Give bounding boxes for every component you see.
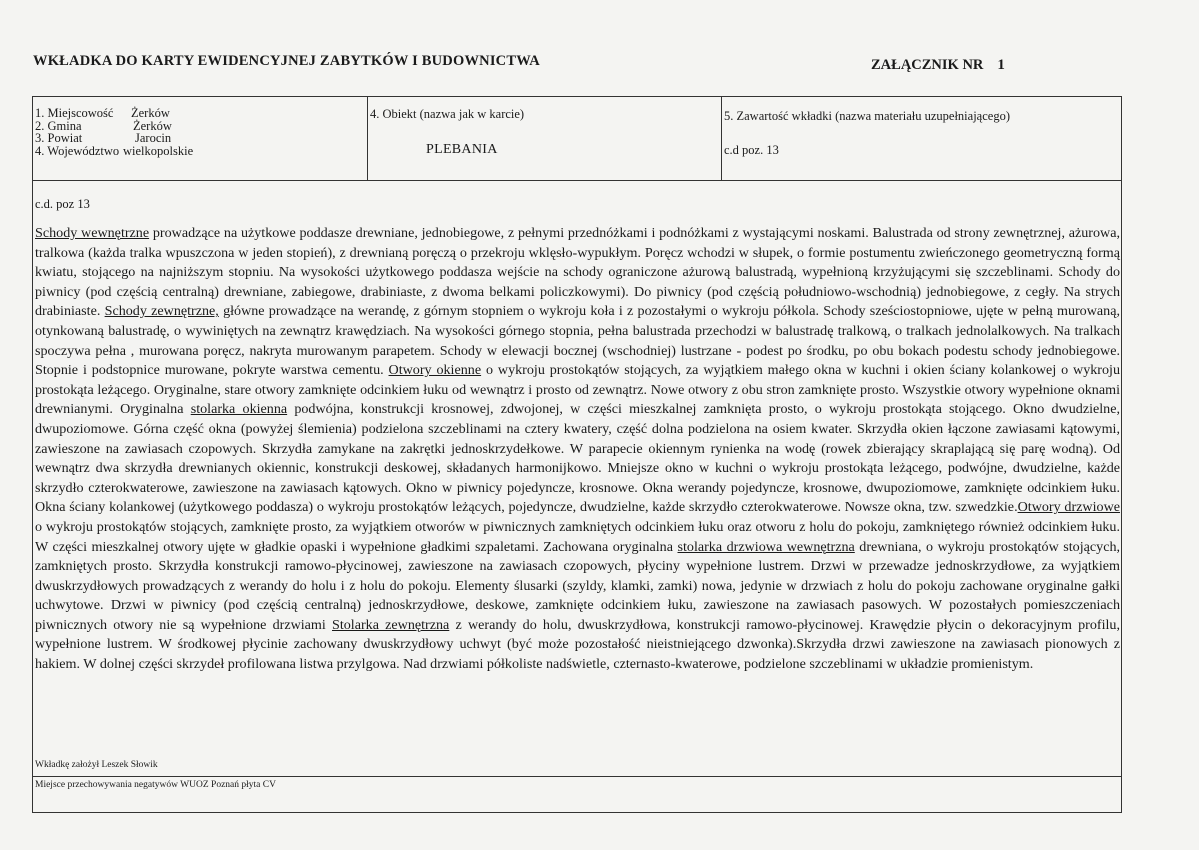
location-key: 3. Powiat: [35, 131, 83, 145]
heading-window-openings: Otwory okienne: [388, 362, 482, 379]
footer-storage-text: Miejsce przechowywania negatywów WUOZ Poznań płyta CV: [35, 780, 276, 790]
location-line-3: [35, 132, 367, 145]
heading-external-joinery: Stolarka zewnętrzna: [332, 616, 450, 633]
description-paragraph: [35, 224, 1120, 675]
location-value: Jarocin: [135, 131, 172, 145]
description-text: [33, 224, 1121, 675]
heading-window-joinery: stolarka okienna: [190, 401, 288, 418]
text-segment: drewniana, o wykroju prostokątów stojących, zamkniętych prosto. Skrzydła konstrukcji ramowo-płycinowej, zawieszone na zawiasach czopowych, płyciny wypełnione lustrem. Drzwi w przewadze jednoskrzydłowe, za wyjątkiem dwuskrzydłowych prowadzących z werandy do holu i z holu do pokoju. Elementy ślusarki (szyldy, klamki, zamki) nowa, jedynie w drzwiach z holu do pokoju zachowane oryginalne gałki uchwytowe. Drzwi w piwnicy (pod częścią centralną) jednoskrzydłowe, deskowe, zamknięte odcinkiem łuku, zawieszone na zawiasach pasowych. W pozostałych pomieszczeniach piwnicznych otwory nie są wypełnione drzwiami: [35, 538, 1121, 633]
location-line-2: [35, 120, 367, 133]
contents-label: 5. Zawartość wkładki (nazwa materiału uzupełniającego): [724, 109, 1010, 123]
contents-ref: c.d poz. 13: [724, 143, 779, 157]
text-segment: o wykroju prostokątów stojących, zamknięte prosto, za wyjątkiem otworów w piwnicznych zamkniętych odcinkiem łuku oraz otworu z holu do pokoju, zamkniętego również odcinkiem łuku. W części mieszkalnej otwory ujęte w gładkie opaski i wypełnione gładkimi szpaletami. Zachowana oryginalna: [35, 518, 1120, 555]
location-line-4: [35, 145, 367, 158]
location-line-1: [35, 107, 367, 120]
text-segment: prowadzące na użytkowe poddasze drewniane, jednobiegowe, z pełnymi przednóżkami i podnóżkami z wystającymi noskami. Balustrada od strony zewnętrznej, ażurowa, tralkowa (każda tralka wpuszczona w jeden stopień), z drewnianą poręczą o przekroju wklęsło-wypukłym. Poręcz wchodzi w słupek, o formie postumentu zwieńczonego geometryczną formą kwiatu, stojącego na najniższym stopniu. Na wysokości użytkowego poddasza wejście na schody ograniczone ażurową balustradą, wypełnioną krzyżującymi się szczeblinami. Schody do piwnicy (pod częścią centralną) drewniane, zabiegowe, drabiniaste, z dwoma belkami policzkowymi). Do piwnicy (pod częścią południowo-wschodnią) jednobiegowe, z cegły. Na strych drabiniaste.: [35, 225, 1120, 320]
footer-author: Wkładkę założył Leszek Słowik: [35, 760, 158, 770]
heading-external-stairs: Schody zewnętrzne,: [104, 303, 219, 320]
form-title: WKŁADKA DO KARTY EWIDENCYJNEJ ZABYTKÓW I BUDOWNICTWA: [33, 53, 540, 69]
location-value: Żerków: [131, 106, 170, 120]
text-segment: główne prowadzące na werandę, z górnym stopniem o wykroju koła i z pozostałymi o wykroju półkola. Schody sześciostopniowe, ujęte w pełną murowaną, otynkowaną balustradę, o wywiniętych na zewnątrz krawędziach. Na wysokości górnego stopnia, pełna balustrada przechodzi w balustradę tralkową, o tralkach jednolalkowych. Na tralkach spoczywa pełna , murowana poręcz, nakryta murowanym parapetem. Schody w elewacji bocznej (wschodniej) lustrzane - podest po środku, po obu bokach podestu schody jednobiegowe. Stopnie i podstopnice murowane, pokryte warstwa cementu.: [35, 303, 1120, 379]
heading-internal-door-joinery: stolarka drzwiowa wewnętrzna: [677, 538, 855, 555]
footer-storage: [33, 776, 1121, 814]
location-value: wielkopolskie: [123, 143, 194, 158]
location-value: Żerków: [133, 118, 172, 133]
object-label: 4. Obiekt (nazwa jak w karcie): [370, 107, 525, 121]
body-ref: c.d. poz 13: [35, 197, 90, 211]
text-segment: z werandy do holu, dwuskrzydłowa, konstrukcji ramowo-płycinowej. Krawędzie płycin o dekoracyjnym profilu, wypełnione lustrem. W środkowej płycinie zachowany dwuskrzydłowy uchwyt (być może pozostałość nieistniejącego dzwonka).Skrzydła drzwi zawieszone na zawiasach pionowych z hakiem. W dolnej części skrzydeł profilowana listwa przylgowa. Nad drzwiami półkoliste nadświetle, czternasto-kwaterowe, podzielone szczeblinami w układzie promienistym.: [35, 616, 1121, 673]
info-row: [33, 97, 1121, 181]
form-frame: [32, 96, 1122, 813]
annex-label-text: ZAŁĄCZNIK NR: [871, 57, 984, 73]
location-key: 2. Gmina: [35, 118, 82, 133]
heading-internal-stairs: Schody wewnętrzne: [35, 225, 150, 241]
annex-number: 1: [997, 57, 1005, 73]
object-column: [367, 97, 721, 180]
location-key: 4. Województwo: [35, 143, 120, 158]
contents-column: [721, 97, 1121, 180]
object-name: PLEBANIA: [426, 142, 498, 157]
text-segment: o wykroju prostokątów stojących, za wyjątkiem małego okna w kuchni i okien ściany kolankowej o wykroju prostokąta leżącego. Oryginalne, stare otwory zamknięte odcinkiem łuku od wewnątrz i prosto od zewnątrz. Nowe otwory z obu stron zamknięte prosto. Wszystkie otwory wypełnione oknami drewnianymi. Oryginalna: [35, 362, 1121, 418]
location-key: 1. Miejscowość: [35, 106, 114, 120]
location-column: [33, 97, 367, 180]
annex-label: [871, 57, 1005, 74]
text-segment: podwójna, konstrukcji krosnowej, zdwojonej, w części mieszkalnej zamknięta prosto, o wykroju prostokąta stojącego. Okno dwudzielne, dwupoziomowe. Górna część okna (powyżej ślemienia) podzielona szczeblinami na cztery kwatery, część dolna podzielona na osiem kwater. Skrzydła okien łączone zawiasami kątowymi, zawieszone na zawiasach czopowych. Skrzydła zamykane na zakrętki jednoskrzydełkowe. W parapecie okiennym rynienka na wodę (rowek zbierający skraplającą się parę wodną). Od wewnątrz dwa skrzydła drewnianych okiennic, konstrukcji deskowej, składanych harmonijkowo. Mniejsze okno w kuchni o wykroju prostokąta leżącego, podwójne, dwudzielne, każde skrzydło czterokwaterowe, zawieszone na zawiasach kątowych. Okno w piwnicy pojedyncze, krosnowe. Okna werandy pojedyncze, krosnowe, dwupoziomowe, zamknięte odcinkiem łuku. Okna ściany kolankowej (użytkowego poddasza) o wykroju prostokątów leżących, pojedyncze, dwudzielne, każde skrzydło czterokwaterowe. Nowsze okna, tzw. szwedzkie.: [35, 401, 1120, 516]
heading-door-openings: Otwory drzwiowe: [1017, 499, 1121, 516]
